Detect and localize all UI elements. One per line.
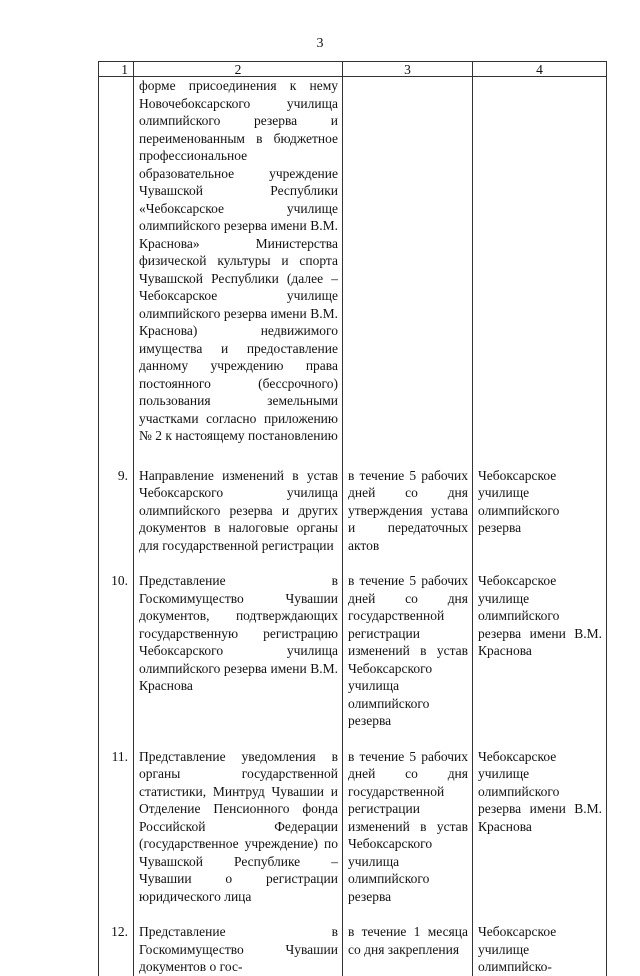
header-col-1: 1	[99, 62, 134, 77]
table-header-row	[99, 62, 607, 77]
page-number: 3	[316, 36, 324, 51]
row-term: в течение 5 рабочих дней со дня утверждения устава и передаточных актов	[348, 467, 468, 553]
row-action: Представление в Госкомимущество Чувашии документов, подтверждающих государственную регистрацию Чебоксарского училища олимпийского резерва имени В.М. Краснова	[139, 573, 338, 693]
continuation-text: форме присоединения к нему Новочебоксарского училища олимпийского резерва и переименованным в бюджетное профессиональное образовательное учреждение Чувашской Республики «Чебоксарское училище олимпийского резерва имени В.М. Краснова» Министерства физической культуры и спорта Чувашской Республики (далее – Чебоксарское училище олимпийского резерва имени В.М. Краснова) недвижимого имущества и предоставление данному учреждению права постоянного (бессрочного) пользования земельными участками согласно приложению № 2 к настоящему постановлению	[139, 78, 338, 443]
row-responsible: Чебоксарское училище олимпийско-	[478, 924, 557, 974]
row-responsible: Чебоксарское училище олимпийского резерва имени В.М. Краснова	[478, 573, 602, 658]
row-action: Представление в Госкомимущество Чувашии документов о гос-	[139, 924, 338, 974]
header-col-4: 4	[473, 62, 607, 77]
row-term: в течение 1 месяца со дня закрепления	[348, 924, 468, 957]
row-number: 10.	[99, 572, 134, 730]
row-number: 9.	[99, 467, 134, 555]
header-col-2: 2	[134, 62, 343, 77]
row-responsible: Чебоксарское училище олимпийского резерва имени В.М. Краснова	[478, 748, 602, 834]
row-number: 12.	[99, 923, 134, 976]
row-action: Направление изменений в устав Чебоксарского училища олимпийского резерва и других документов в налоговые органы для государственной регистрации	[139, 467, 338, 553]
row-term: в течение 5 рабочих дней со дня государственной регистрации изменений в устав Чебоксарского училища олимпийского резерва	[348, 573, 468, 728]
table-row	[99, 748, 607, 906]
header-col-3: 3	[343, 62, 473, 77]
row-responsible: Чебоксарское училище олимпийского резерва	[478, 467, 560, 535]
row-number: 11.	[99, 748, 134, 906]
table-row	[99, 923, 607, 976]
row-term: в течение 5 рабочих дней со дня государственной регистрации изменений в устав Чебоксарского училища олимпийского резерва	[348, 748, 468, 904]
row-action: Представление уведомления в органы государственной статистики, Минтруд Чувашии и Отделение Пенсионного фонда Российской Федерации (государственное учреждение) по Чувашской Республике – Чувашии о регистрации юридического лица	[139, 748, 338, 904]
plan-table	[98, 61, 607, 976]
table-row	[99, 572, 607, 730]
table-row	[99, 467, 607, 555]
continuation-row	[99, 77, 607, 445]
